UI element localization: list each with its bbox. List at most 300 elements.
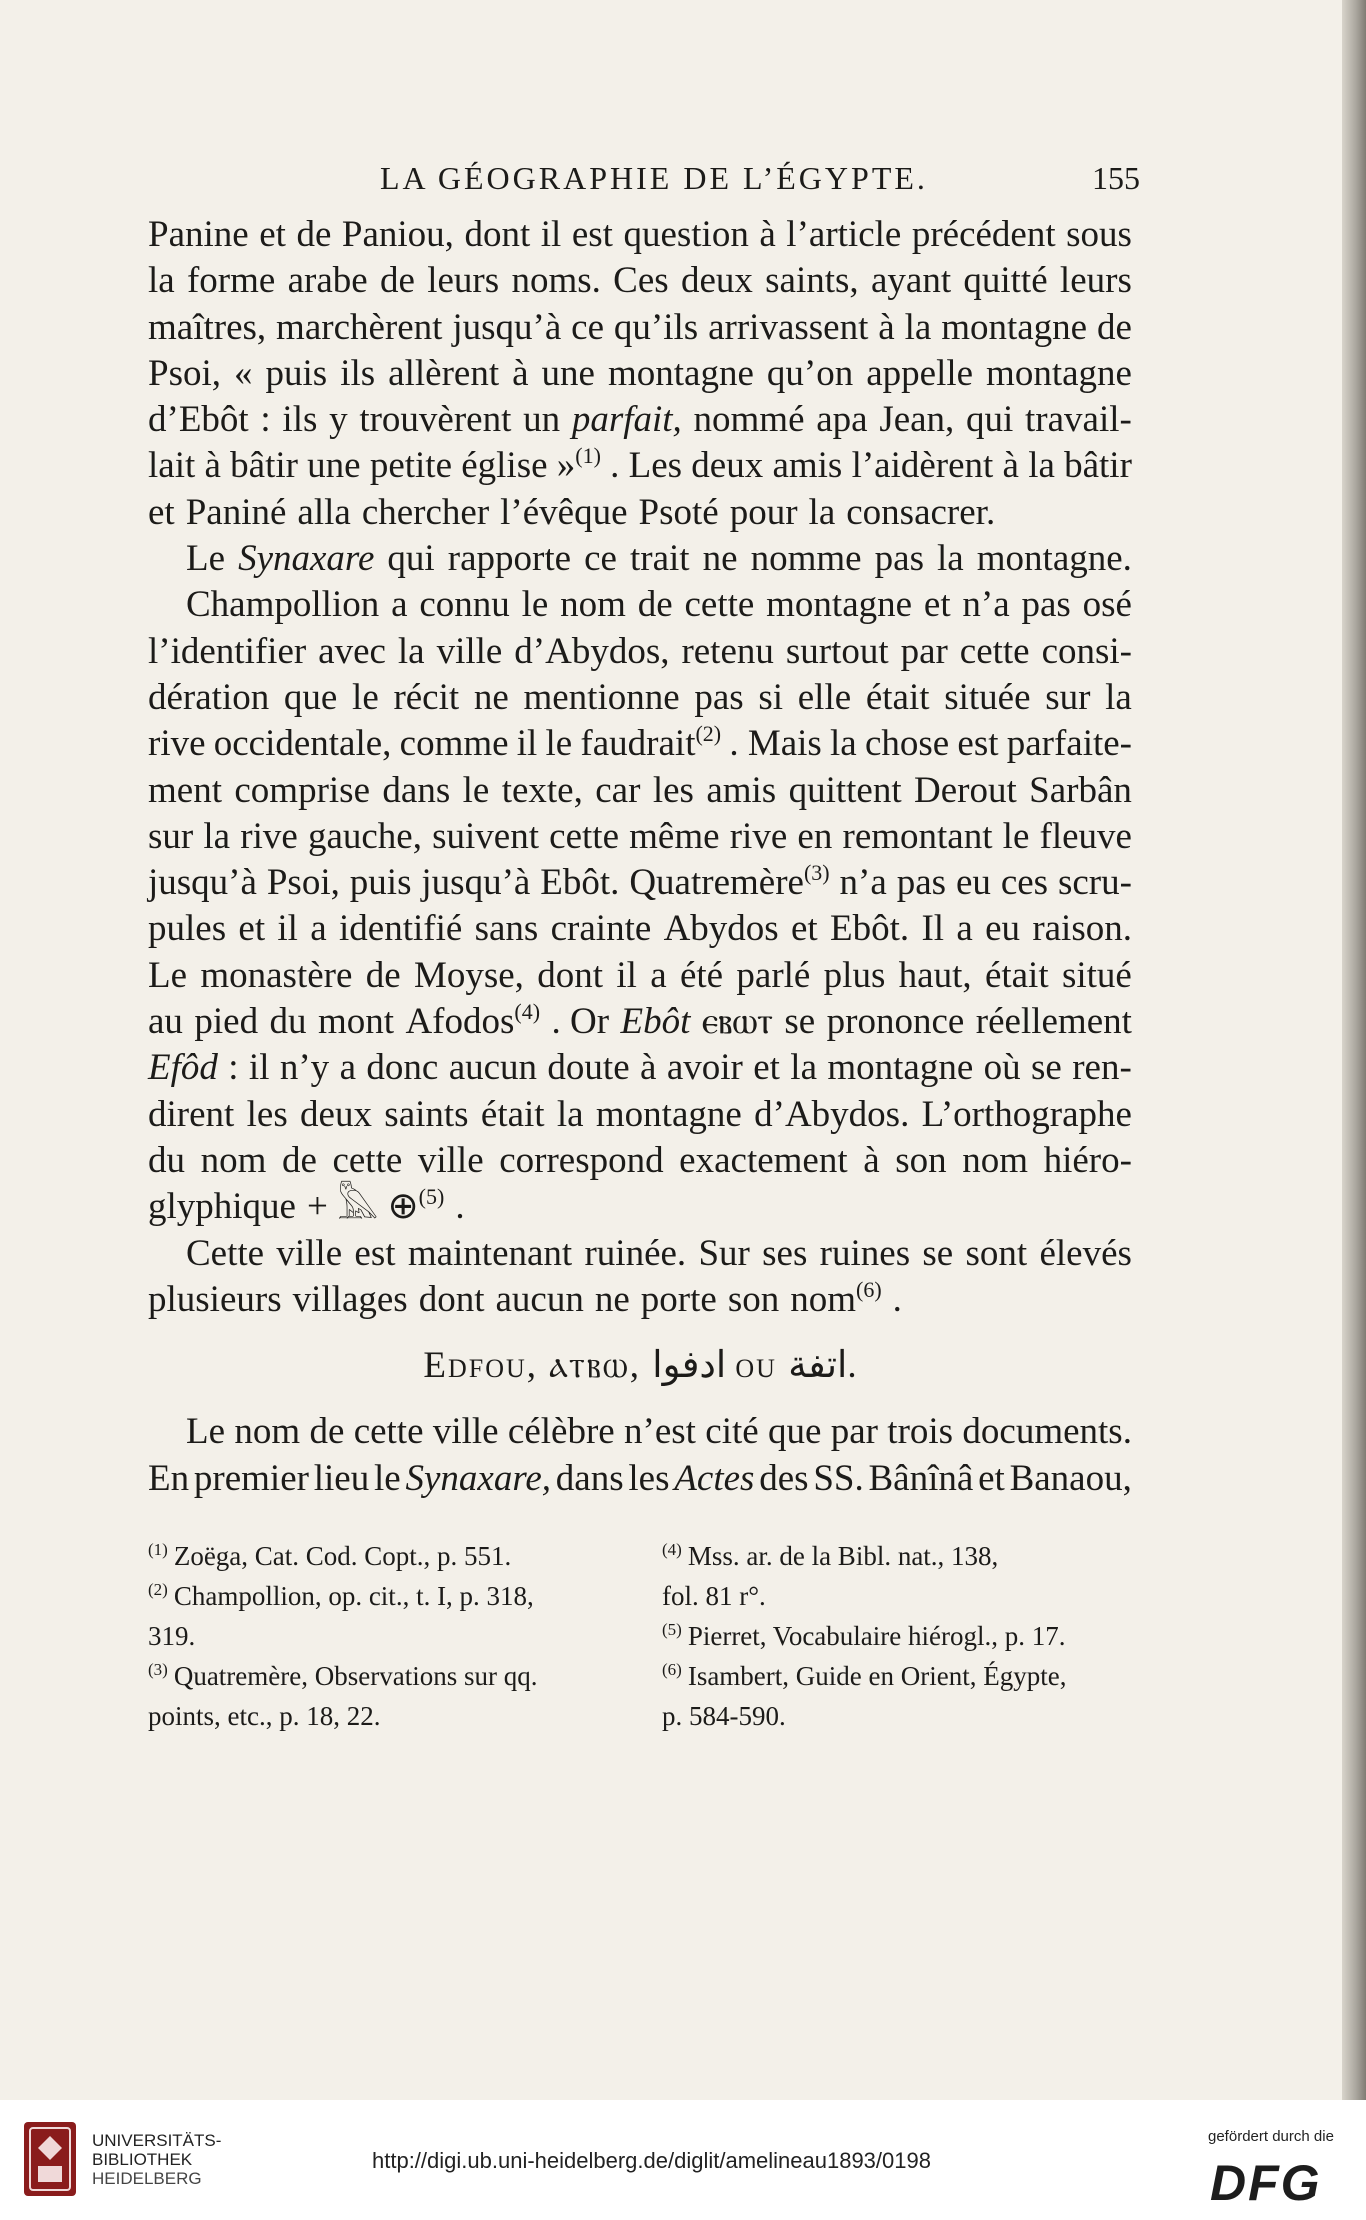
word: le bbox=[545, 723, 573, 765]
footnote-text: fol. 81 r°. bbox=[662, 1581, 766, 1611]
word: Moyse, bbox=[413, 954, 524, 996]
word: cité bbox=[705, 1411, 759, 1453]
word: Jean, bbox=[879, 399, 955, 441]
word: montagne bbox=[986, 352, 1132, 394]
word: un bbox=[523, 399, 561, 441]
library-name bbox=[92, 2131, 221, 2188]
word: des bbox=[759, 1457, 809, 1499]
word: les bbox=[628, 1457, 670, 1499]
footnote-text: Quatremère, Observations sur qq. bbox=[173, 1661, 538, 1691]
word: prononce bbox=[826, 1001, 965, 1043]
text-line bbox=[148, 1092, 1132, 1138]
text-line bbox=[148, 1277, 1132, 1323]
word: la bbox=[397, 630, 425, 672]
word: se bbox=[784, 1001, 816, 1043]
word: que bbox=[283, 676, 338, 718]
text-line bbox=[148, 768, 1132, 814]
word: porte bbox=[640, 1278, 717, 1320]
footnote-ref: (2) bbox=[695, 721, 722, 747]
word: montagne bbox=[607, 352, 754, 394]
word: ses bbox=[762, 1232, 808, 1274]
footnote-ref: (6) bbox=[856, 1276, 882, 1302]
word: de bbox=[637, 584, 673, 626]
word: d’Abydos. bbox=[754, 1093, 910, 1135]
word: dirent bbox=[148, 1093, 235, 1135]
word: la bbox=[790, 1047, 817, 1089]
word: ville bbox=[432, 1411, 499, 1453]
text-line bbox=[148, 397, 1132, 443]
word: Ebôt. bbox=[830, 908, 910, 950]
word: qu’on bbox=[766, 352, 854, 394]
word: l’évêque bbox=[500, 491, 628, 533]
word: et bbox=[148, 491, 175, 533]
word: saints, bbox=[765, 260, 859, 302]
word: ville bbox=[276, 1232, 343, 1274]
word: Ces bbox=[613, 260, 669, 302]
funding-label: gefördert durch die bbox=[1208, 2128, 1334, 2145]
word: noms. bbox=[511, 260, 601, 302]
word: nom$^{(6)}$ . bbox=[790, 1276, 902, 1320]
word: ville bbox=[417, 1139, 484, 1181]
word: L’orthographe bbox=[921, 1093, 1132, 1135]
word: Psoi, bbox=[266, 862, 340, 904]
word: Paniné bbox=[185, 491, 287, 533]
word: car bbox=[595, 769, 641, 811]
word: la bbox=[203, 815, 231, 857]
word: rive bbox=[148, 723, 206, 765]
word: a bbox=[956, 908, 973, 950]
word: à bbox=[640, 1047, 657, 1089]
word: arrivassent bbox=[708, 306, 869, 348]
word: il bbox=[248, 1047, 270, 1089]
footnote-line bbox=[662, 1696, 1132, 1736]
word: exactement bbox=[679, 1139, 848, 1181]
footnote-line bbox=[662, 1616, 1132, 1656]
word: le bbox=[521, 584, 549, 626]
word: glyphique bbox=[148, 1186, 296, 1228]
word: élevés bbox=[1039, 1232, 1132, 1274]
word: à bbox=[759, 214, 776, 255]
word: quitté bbox=[963, 260, 1048, 302]
word: forme bbox=[186, 260, 276, 302]
word: d’Ebôt bbox=[148, 399, 249, 441]
word: apa bbox=[816, 399, 868, 441]
word: puis bbox=[265, 352, 328, 394]
footnote-line bbox=[662, 1536, 1132, 1576]
word: réellement bbox=[975, 1001, 1132, 1043]
word: ⲉⲃⲱⲧ bbox=[701, 1001, 773, 1043]
footnote-text: points, etc., p. 18, 22. bbox=[148, 1701, 381, 1731]
word: faudrait$^{(2)}$ bbox=[580, 721, 722, 765]
word: dération bbox=[148, 676, 270, 718]
text-line bbox=[148, 582, 1132, 628]
word: eu bbox=[955, 862, 991, 904]
word: n’est bbox=[624, 1411, 696, 1453]
word: était bbox=[984, 954, 1049, 996]
footnote-ref: (3) bbox=[803, 860, 830, 886]
footnote-ref: (1) bbox=[575, 443, 601, 469]
footnote-line bbox=[148, 1616, 618, 1656]
word: qui bbox=[387, 538, 435, 580]
word: maintenant bbox=[407, 1232, 573, 1274]
word: chose bbox=[864, 723, 950, 765]
footnote-line bbox=[662, 1576, 1132, 1616]
word: était bbox=[865, 676, 930, 718]
word: a bbox=[310, 908, 327, 950]
page-edge bbox=[1342, 0, 1366, 2100]
text-line bbox=[148, 814, 1132, 860]
word: Paniou, bbox=[341, 214, 454, 255]
word: Derout bbox=[914, 769, 1017, 811]
word: scru- bbox=[1057, 862, 1132, 904]
running-head bbox=[140, 160, 1140, 210]
word: sans bbox=[474, 908, 539, 950]
word: si bbox=[758, 676, 784, 718]
word: d’Abydos, bbox=[514, 630, 670, 672]
word: montagne bbox=[595, 1093, 742, 1135]
word: la bbox=[1028, 445, 1055, 487]
word: Psoté bbox=[638, 491, 719, 533]
word: puis bbox=[349, 862, 412, 904]
word: montagne. bbox=[976, 538, 1132, 580]
text-line bbox=[148, 536, 1132, 582]
word: retenu bbox=[681, 630, 774, 672]
word: chercher bbox=[361, 491, 490, 533]
footnote-mark: (1) bbox=[148, 1540, 168, 1559]
word: à bbox=[1002, 445, 1019, 487]
word: le bbox=[462, 769, 490, 811]
word: leurs bbox=[427, 260, 500, 302]
word: eu bbox=[985, 908, 1021, 950]
text-line bbox=[148, 953, 1132, 999]
word: lieu bbox=[313, 1457, 370, 1499]
word: arabe bbox=[287, 260, 368, 302]
word: : bbox=[260, 399, 271, 441]
word: deux bbox=[300, 1093, 372, 1135]
footnote-text: p. 584-590. bbox=[662, 1701, 786, 1731]
word: hiéro- bbox=[1043, 1139, 1132, 1181]
word: parfait, bbox=[571, 399, 682, 441]
word: identifié bbox=[339, 908, 463, 950]
word: qu’ils bbox=[613, 306, 699, 348]
word: aucun bbox=[448, 1047, 538, 1089]
word: Quatremère$^{(3)}$ bbox=[629, 860, 830, 904]
word: montagne bbox=[766, 584, 913, 626]
text-line bbox=[148, 906, 1132, 952]
footnote-line bbox=[148, 1576, 618, 1616]
word: Sarbân bbox=[1029, 769, 1132, 811]
word: une bbox=[541, 352, 595, 394]
word: osé bbox=[1082, 584, 1132, 626]
word: se bbox=[922, 1232, 954, 1274]
word: connu bbox=[419, 584, 510, 626]
word: lait bbox=[148, 445, 196, 487]
text-line bbox=[148, 1409, 1132, 1455]
text-line bbox=[148, 1045, 1132, 1091]
word: texte, bbox=[501, 769, 583, 811]
word: En bbox=[148, 1457, 190, 1499]
word: avec bbox=[318, 630, 386, 672]
footnote-ref: (5) bbox=[418, 1184, 445, 1210]
word: rive bbox=[240, 815, 298, 857]
word: le bbox=[373, 1457, 401, 1499]
word: montagne bbox=[941, 306, 1088, 348]
word: sur bbox=[148, 815, 194, 857]
word: trois bbox=[887, 1411, 954, 1453]
word: rapporte bbox=[447, 538, 572, 580]
word: Synaxare, bbox=[405, 1457, 552, 1499]
text-line bbox=[148, 999, 1132, 1045]
word: correspond bbox=[499, 1139, 664, 1181]
word: il bbox=[616, 954, 637, 996]
word: ce bbox=[584, 538, 617, 580]
word: la bbox=[148, 260, 175, 302]
word: la bbox=[556, 1093, 584, 1135]
word: ce bbox=[571, 306, 605, 348]
word: cette bbox=[332, 1139, 403, 1181]
word: n’a bbox=[962, 584, 1010, 626]
footnote-text: Pierret, Vocabulaire hiérogl., p. 17. bbox=[687, 1621, 1066, 1651]
word: avoir bbox=[666, 1047, 743, 1089]
word: récit bbox=[393, 676, 460, 718]
footnote-mark: (2) bbox=[148, 1580, 168, 1599]
word: sous bbox=[1066, 214, 1132, 255]
word: rive bbox=[729, 815, 788, 857]
word: maîtres, bbox=[148, 306, 267, 348]
word: il bbox=[516, 723, 538, 765]
word: nom bbox=[962, 1139, 1028, 1181]
word: Psoi, bbox=[148, 352, 222, 394]
word: sur bbox=[1045, 676, 1091, 718]
word: + 𓅓 ⊕$^{(5)}$ . bbox=[306, 1184, 465, 1228]
word: Sur bbox=[698, 1232, 750, 1274]
text-line bbox=[148, 490, 1132, 536]
text-line bbox=[148, 675, 1132, 721]
word: ne bbox=[702, 538, 738, 580]
word: pules bbox=[148, 908, 227, 950]
text-line bbox=[148, 1231, 1132, 1277]
word: l’aidèrent bbox=[851, 445, 994, 487]
footnote-line bbox=[662, 1656, 1132, 1696]
text-line bbox=[148, 212, 1132, 258]
word: et bbox=[923, 584, 951, 626]
word: le bbox=[1002, 815, 1030, 857]
word: ils bbox=[340, 352, 376, 394]
word: est bbox=[957, 723, 999, 765]
word: Ebôt bbox=[620, 1001, 691, 1043]
word: ayant bbox=[870, 260, 952, 302]
word: documents. bbox=[962, 1411, 1132, 1453]
body-text bbox=[148, 212, 1132, 1502]
word: saints bbox=[384, 1093, 469, 1135]
text-line bbox=[148, 305, 1132, 351]
word: une bbox=[307, 445, 361, 487]
word: la bbox=[830, 723, 857, 765]
word: a bbox=[391, 584, 408, 626]
word: monastère bbox=[200, 954, 353, 996]
word: cette bbox=[549, 815, 619, 857]
word: cette bbox=[684, 584, 755, 626]
word: »$^{(1)}$ bbox=[556, 443, 601, 487]
word: nom bbox=[200, 1139, 267, 1181]
word: la bbox=[808, 491, 836, 533]
word: qui bbox=[966, 399, 1014, 441]
word: consacrer. bbox=[846, 491, 996, 533]
word: marchèrent bbox=[276, 306, 443, 348]
word: bâtir bbox=[1064, 445, 1132, 487]
word: Efôd bbox=[148, 1047, 218, 1089]
word: allèrent bbox=[388, 352, 500, 394]
word: Actes bbox=[674, 1457, 755, 1499]
word: . Mais bbox=[729, 723, 822, 765]
footnote-text: Zoëga, Cat. Cod. Copt., p. 551. bbox=[173, 1541, 512, 1571]
word: et bbox=[753, 1047, 780, 1089]
word: plusieurs bbox=[148, 1278, 282, 1320]
word: dont bbox=[537, 954, 604, 996]
section-heading bbox=[148, 1343, 1132, 1389]
word: amis bbox=[772, 445, 843, 487]
running-title: LA GÉOGRAPHIE DE L’ÉGYPTE. bbox=[380, 160, 928, 196]
text-line bbox=[148, 1184, 1132, 1230]
source-url-link[interactable]: http://digi.ub.uni-heidelberg.de/diglit/amelineau1893/0198 bbox=[372, 2148, 931, 2173]
text-line bbox=[148, 351, 1132, 397]
word: aucun bbox=[495, 1278, 584, 1320]
word: et bbox=[259, 214, 286, 255]
word: de bbox=[380, 260, 415, 302]
word: de bbox=[365, 954, 401, 996]
word: leurs bbox=[1059, 260, 1132, 302]
word: « bbox=[234, 352, 253, 394]
word: de bbox=[309, 1411, 345, 1453]
word: gauche, bbox=[307, 815, 422, 857]
word: de bbox=[296, 214, 332, 255]
text-line bbox=[148, 721, 1132, 767]
word: trait bbox=[629, 538, 690, 580]
word: : bbox=[228, 1047, 239, 1089]
word: remontant bbox=[842, 815, 993, 857]
library-name-line: BIBLIOTHEK bbox=[92, 2150, 193, 2169]
word: . bbox=[892, 1278, 902, 1320]
library-name-line: HEIDELBERG bbox=[92, 2169, 202, 2188]
word: alla bbox=[297, 491, 351, 533]
word: parlé bbox=[736, 954, 811, 996]
word: est bbox=[571, 214, 613, 255]
word: en bbox=[797, 815, 833, 857]
word: parfaite- bbox=[1006, 723, 1132, 765]
word: nom bbox=[560, 584, 626, 626]
word: mentionne bbox=[523, 676, 680, 718]
word: dont bbox=[418, 1278, 485, 1320]
word: où bbox=[983, 1047, 1021, 1089]
word: l’article bbox=[786, 214, 902, 255]
word: ville bbox=[436, 630, 503, 672]
word: du bbox=[269, 1001, 307, 1043]
word: et bbox=[978, 1457, 1005, 1499]
word: deux bbox=[680, 260, 753, 302]
word: pas bbox=[694, 676, 744, 718]
word: a bbox=[650, 954, 667, 996]
word: donc bbox=[366, 1047, 439, 1089]
word: est bbox=[354, 1232, 396, 1274]
word: n’a bbox=[839, 862, 887, 904]
word: n’y bbox=[279, 1047, 330, 1089]
word: amis bbox=[706, 769, 777, 811]
text-line bbox=[148, 258, 1132, 304]
word: consi- bbox=[1041, 630, 1132, 672]
word: et bbox=[238, 908, 266, 950]
word: la bbox=[937, 538, 964, 580]
word: les bbox=[652, 769, 694, 811]
word: ment bbox=[148, 769, 222, 811]
library-name-line: UNIVERSITÄTS- bbox=[92, 2131, 222, 2150]
word: . Les bbox=[610, 445, 683, 487]
word: deux bbox=[691, 445, 764, 487]
word: . Or bbox=[551, 1001, 610, 1043]
word: comme bbox=[399, 723, 509, 765]
footnote-line bbox=[148, 1656, 618, 1696]
word: dont bbox=[464, 214, 531, 255]
word: premier bbox=[193, 1457, 309, 1499]
footnote-text: Champollion, op. cit., t. I, p. 318, bbox=[173, 1581, 534, 1611]
word: le bbox=[352, 676, 379, 718]
word: à bbox=[863, 1139, 880, 1181]
word: doute bbox=[547, 1047, 630, 1089]
word: mont bbox=[317, 1001, 395, 1043]
footnote-line bbox=[148, 1696, 618, 1736]
word: pas bbox=[896, 862, 947, 904]
footnote-mark: (4) bbox=[662, 1540, 682, 1559]
word: Le bbox=[186, 1411, 226, 1453]
word: la bbox=[904, 306, 932, 348]
section-heading-text: Edfou, ⲁⲧⲃⲱ, ادفوا ou اتفة. bbox=[423, 1345, 857, 1387]
word: l’identifier bbox=[148, 630, 307, 672]
word: y bbox=[329, 399, 348, 441]
footnotes-right bbox=[662, 1536, 1132, 1736]
word: ne bbox=[473, 676, 509, 718]
word: Afodos$^{(4)}$ bbox=[405, 999, 541, 1043]
word: que bbox=[767, 1411, 822, 1453]
word: plus bbox=[823, 954, 886, 996]
word: suivent bbox=[432, 815, 540, 857]
word: à bbox=[512, 352, 529, 394]
word: de bbox=[281, 1139, 317, 1181]
word: jusqu’à bbox=[148, 862, 257, 904]
word: jusqu’à bbox=[421, 862, 531, 904]
word: précédent bbox=[911, 214, 1056, 255]
word: était bbox=[480, 1093, 545, 1135]
word: question bbox=[623, 214, 749, 255]
word: dans bbox=[382, 769, 451, 811]
word: les bbox=[246, 1093, 288, 1135]
word: ren- bbox=[1072, 1047, 1132, 1089]
word: nommé bbox=[693, 399, 805, 441]
text-line bbox=[148, 629, 1132, 675]
word: Synaxare bbox=[238, 538, 375, 580]
word: son bbox=[895, 1139, 947, 1181]
word: par bbox=[830, 1411, 878, 1453]
word: a bbox=[339, 1047, 356, 1089]
footnote-ref: (4) bbox=[514, 999, 541, 1025]
word: été bbox=[679, 954, 724, 996]
word: par bbox=[900, 630, 948, 672]
word: Bânînâ bbox=[868, 1457, 974, 1499]
text-line bbox=[148, 1456, 1132, 1502]
footnote-text: Mss. ar. de la Bibl. nat., 138, bbox=[687, 1541, 999, 1571]
word: situé bbox=[1061, 954, 1132, 996]
word: Cette bbox=[186, 1232, 265, 1274]
word: célèbre bbox=[507, 1411, 615, 1453]
word: Champollion bbox=[186, 584, 380, 626]
